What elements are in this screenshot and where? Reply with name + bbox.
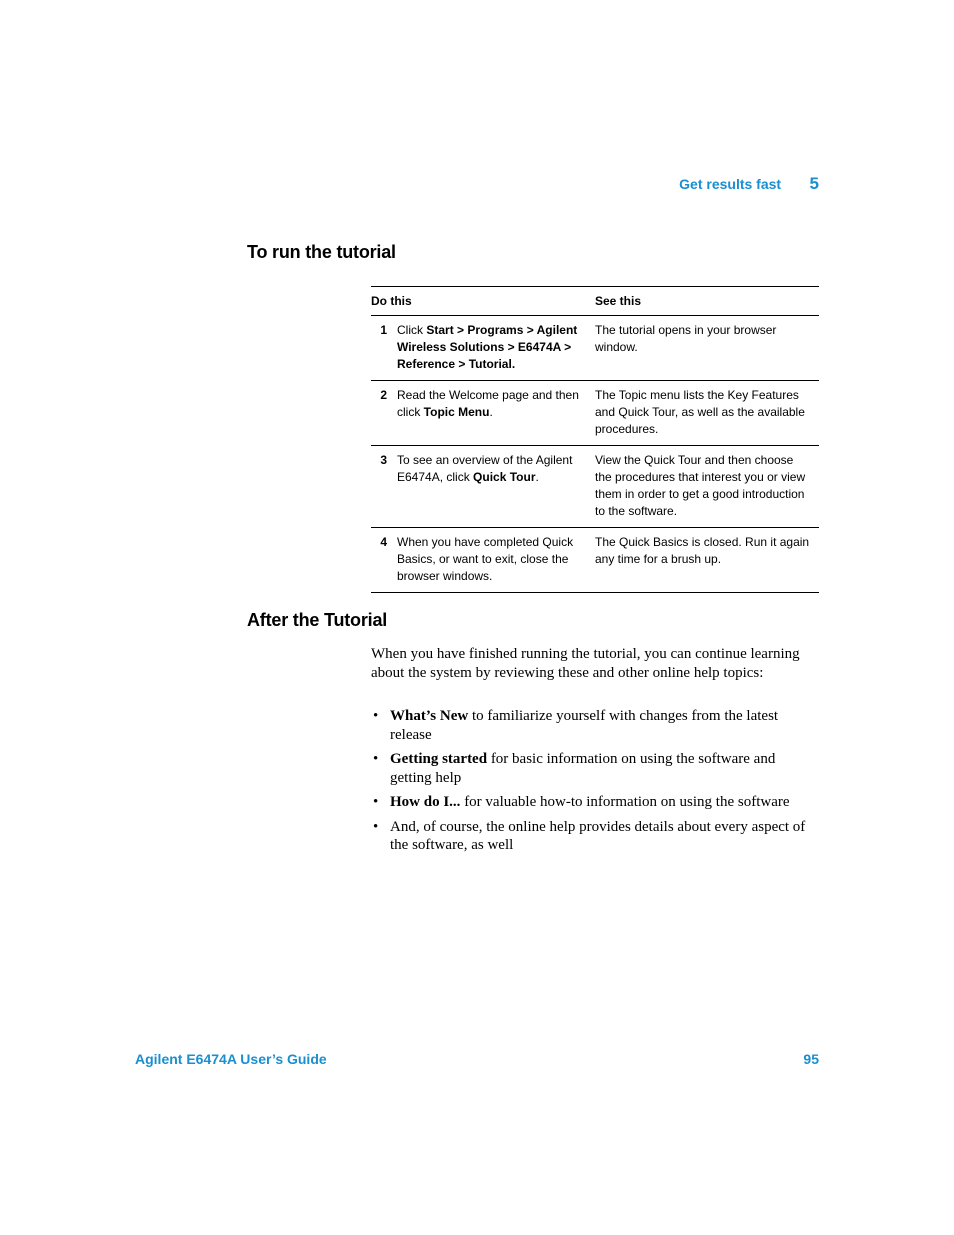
step-text: Read the Welcome page and then click	[397, 388, 579, 419]
column-header-see-this: See this	[595, 293, 642, 308]
step-result: View the Quick Tour and then choose the procedures that interest you or view them in order to get a good introduction to the software.	[595, 453, 806, 518]
footer-guide-title: Agilent E6474A User’s Guide	[135, 1051, 327, 1067]
table-row	[371, 381, 819, 446]
step-number: 1	[380, 323, 387, 337]
bullet-icon: •	[373, 794, 379, 810]
topic-name: Getting started	[390, 751, 488, 767]
step-instruction	[397, 452, 595, 520]
table-row	[371, 316, 819, 381]
chapter-number: 5	[809, 174, 819, 193]
chapter-title: Get results fast	[679, 176, 782, 192]
topic-description: And, of course, the online help provides details about every aspect of the software, as well	[390, 818, 806, 853]
help-topics-list	[371, 707, 819, 861]
page-number: 95	[803, 1051, 819, 1067]
step-text: To see an overview of the Agilent E6474A, click	[397, 453, 573, 484]
bullet-icon: •	[373, 708, 379, 724]
step-number: 3	[380, 453, 387, 467]
running-header	[679, 174, 819, 194]
list-item	[371, 793, 819, 812]
step-text: When you have completed Quick Basics, or want to exit, close the browser windows.	[397, 535, 574, 583]
topic-name: How do I...	[390, 794, 461, 810]
step-instruction	[397, 322, 595, 373]
step-command: Topic Menu	[423, 405, 490, 419]
list-item	[371, 818, 819, 855]
tutorial-steps-table	[371, 286, 819, 593]
step-result: The Topic menu lists the Key Features and Quick Tour, as well as the available procedures.	[595, 388, 805, 436]
topic-description: to familiarize yourself with changes from the latest release	[390, 708, 779, 743]
bullet-icon: •	[373, 751, 379, 767]
topic-name: What’s New	[390, 708, 469, 724]
section-heading-after-tutorial: After the Tutorial	[247, 610, 388, 630]
topic-description: for valuable how-to information on using the software	[460, 794, 790, 810]
step-text: Click	[397, 323, 427, 337]
table-row	[371, 446, 819, 528]
column-header-do-this: Do this	[371, 293, 412, 308]
step-result: The Quick Basics is closed. Run it again any time for a brush up.	[595, 535, 810, 566]
step-number: 2	[380, 388, 387, 402]
step-command: Quick Tour	[473, 470, 536, 484]
list-item	[371, 750, 819, 787]
topic-description: for basic information on using the software and getting help	[390, 751, 776, 786]
list-item	[371, 707, 819, 744]
bullet-icon: •	[373, 818, 379, 835]
section-heading-run-tutorial: To run the tutorial	[247, 242, 396, 262]
intro-paragraph: When you have finished running the tutorial, you can continue learning about the system by reviewing these and other online help topics:	[371, 646, 800, 681]
step-result: The tutorial opens in your browser window.	[595, 323, 777, 354]
step-instruction	[397, 534, 595, 585]
step-text-end: .	[489, 405, 493, 419]
table-row	[371, 528, 819, 593]
step-instruction	[397, 387, 595, 438]
step-number: 4	[380, 535, 387, 549]
step-command: Start > Programs > Agilent Wireless Solutions > E6474A > Reference > Tutorial.	[397, 323, 578, 371]
step-text-end: .	[535, 470, 539, 484]
table-header-row	[371, 287, 819, 316]
table-body	[371, 316, 819, 593]
